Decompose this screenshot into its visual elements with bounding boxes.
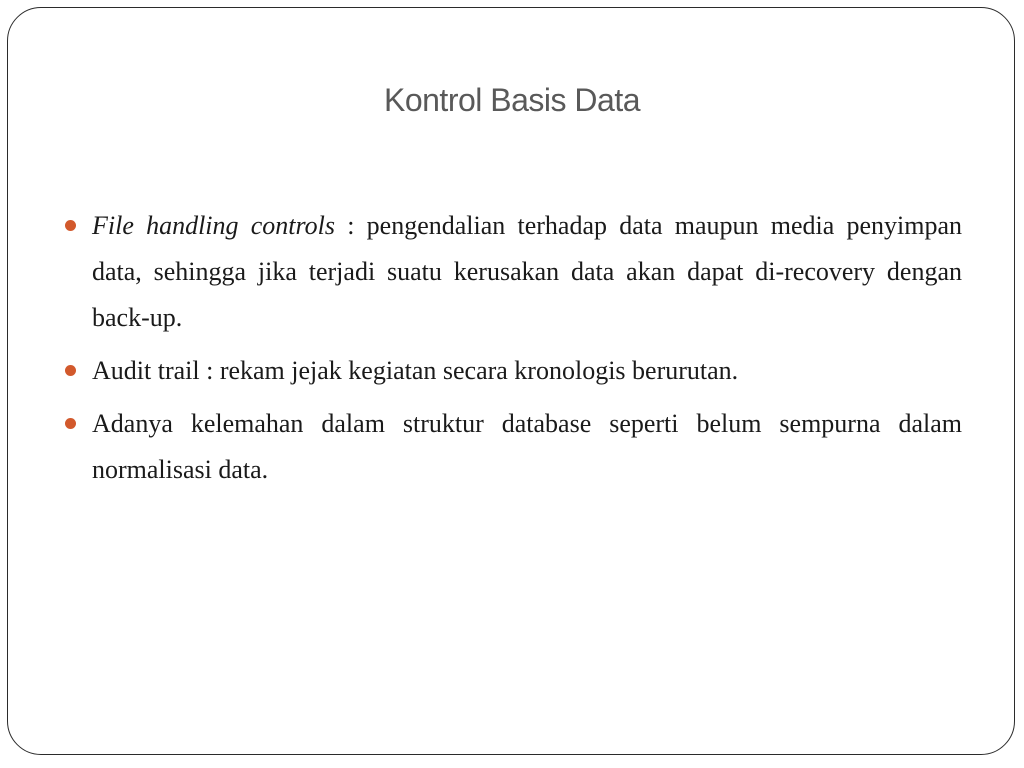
bullet-item [92,401,962,493]
bullet-text: Audit trail : rekam jejak kegiatan secara kronologis berurutan. [92,356,739,385]
bullet-item [92,348,962,394]
bullet-dot-icon [65,418,76,429]
bullet-text: Adanya kelemahan dalam struktur database seperti belum sempurna dalam normalisasi data. [92,409,962,484]
slide-title: Kontrol Basis Data [383,82,640,118]
bullet-lead-term: File handling controls [92,211,336,240]
bullet-item [92,203,962,341]
bullet-dot-icon [65,365,76,376]
bullet-list [92,203,962,500]
bullet-dot-icon [65,220,76,231]
bullet-text: : pengendalian terhadap data maupun media penyimpan data, sehingga jika terjadi suatu kerusakan data akan dapat di-recovery dengan back-up. [92,211,962,332]
